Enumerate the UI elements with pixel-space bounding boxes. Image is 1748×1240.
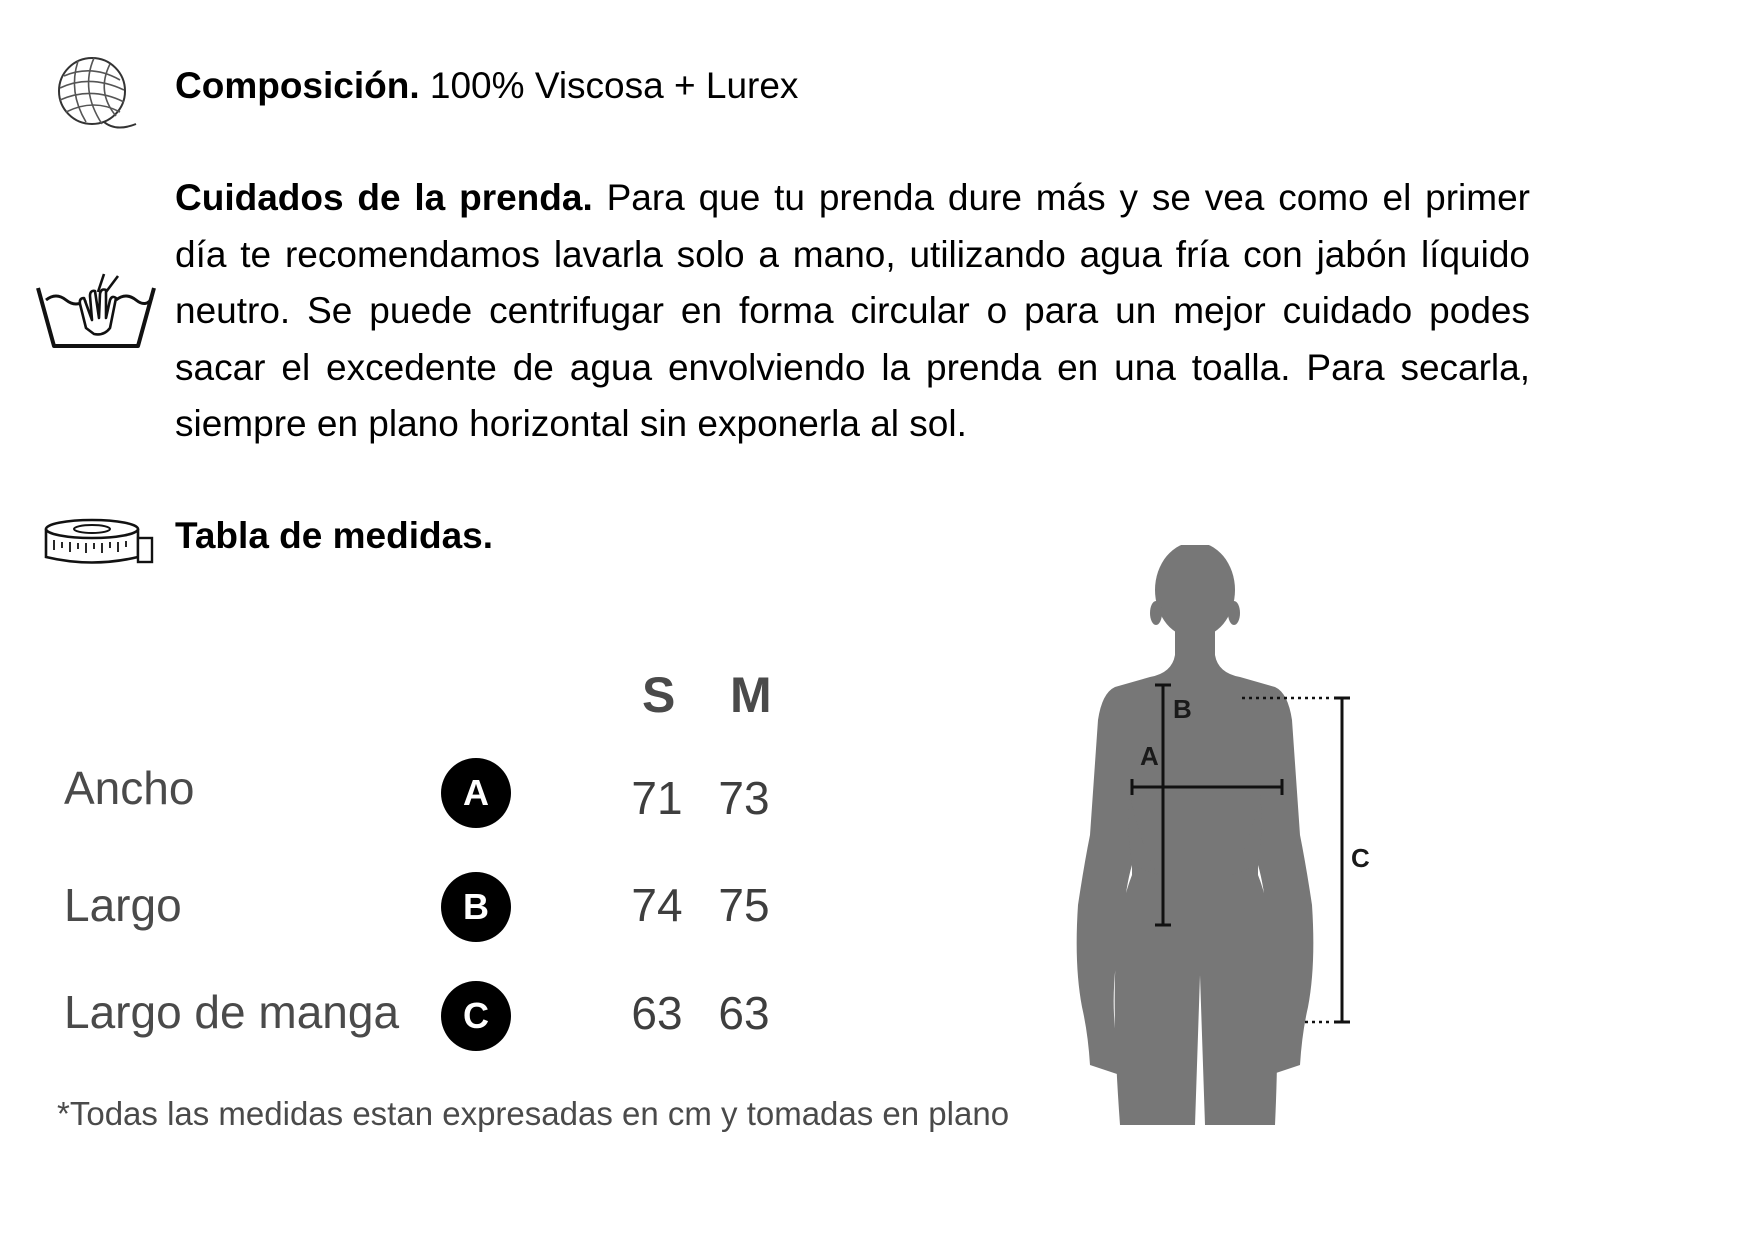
value-largo-de-manga-s: 63 — [631, 987, 683, 1039]
composition-text: 100% Viscosa + Lurex — [429, 65, 799, 106]
composition-title: Composición. — [175, 65, 420, 106]
size-header-m: M — [730, 667, 772, 723]
row-label-largo-de-manga: Largo de manga — [64, 986, 400, 1038]
figure-label-c: C — [1351, 843, 1370, 873]
yarn-ball-icon — [54, 54, 138, 132]
row-label-largo: Largo — [64, 879, 182, 931]
row-label-ancho: Ancho — [64, 762, 195, 814]
value-ancho-m: 73 — [718, 772, 770, 824]
badge-a: A — [441, 758, 511, 828]
composition-line — [175, 58, 798, 114]
measuring-tape-icon — [40, 516, 154, 566]
care-title: Cuidados de la prenda. — [175, 177, 593, 218]
body-measurement-figure — [1060, 545, 1380, 1130]
body-silhouette — [1077, 545, 1314, 1125]
value-largo-m: 75 — [718, 879, 770, 931]
badge-c: C — [441, 981, 511, 1051]
figure-label-b: B — [1173, 694, 1192, 724]
value-ancho-s: 71 — [631, 772, 683, 824]
care-text: Para que tu prenda dure más y se vea como el primer día te recomendamos lavarla solo a mano, utilizando agua fría con jabón líquido neutro. Se puede centrifugar en forma circular o para un mejor cuidado podes sacar el excedente de agua envolviendo la prenda en una toalla. Para secarla, siempre en plano horizontal sin exponerla al sol. — [175, 177, 1530, 444]
sizes-footnote: *Todas las medidas estan expresadas en cm y tomadas en plano — [57, 1095, 1010, 1132]
size-header-s: S — [642, 667, 676, 723]
hand-wash-icon — [34, 270, 158, 354]
value-largo-de-manga-m: 63 — [718, 987, 770, 1039]
care-paragraph — [175, 170, 1530, 453]
sizes-title: Tabla de medidas. — [175, 515, 494, 556]
badge-b: B — [441, 872, 511, 942]
figure-label-a: A — [1140, 741, 1159, 771]
value-largo-s: 74 — [631, 879, 683, 931]
